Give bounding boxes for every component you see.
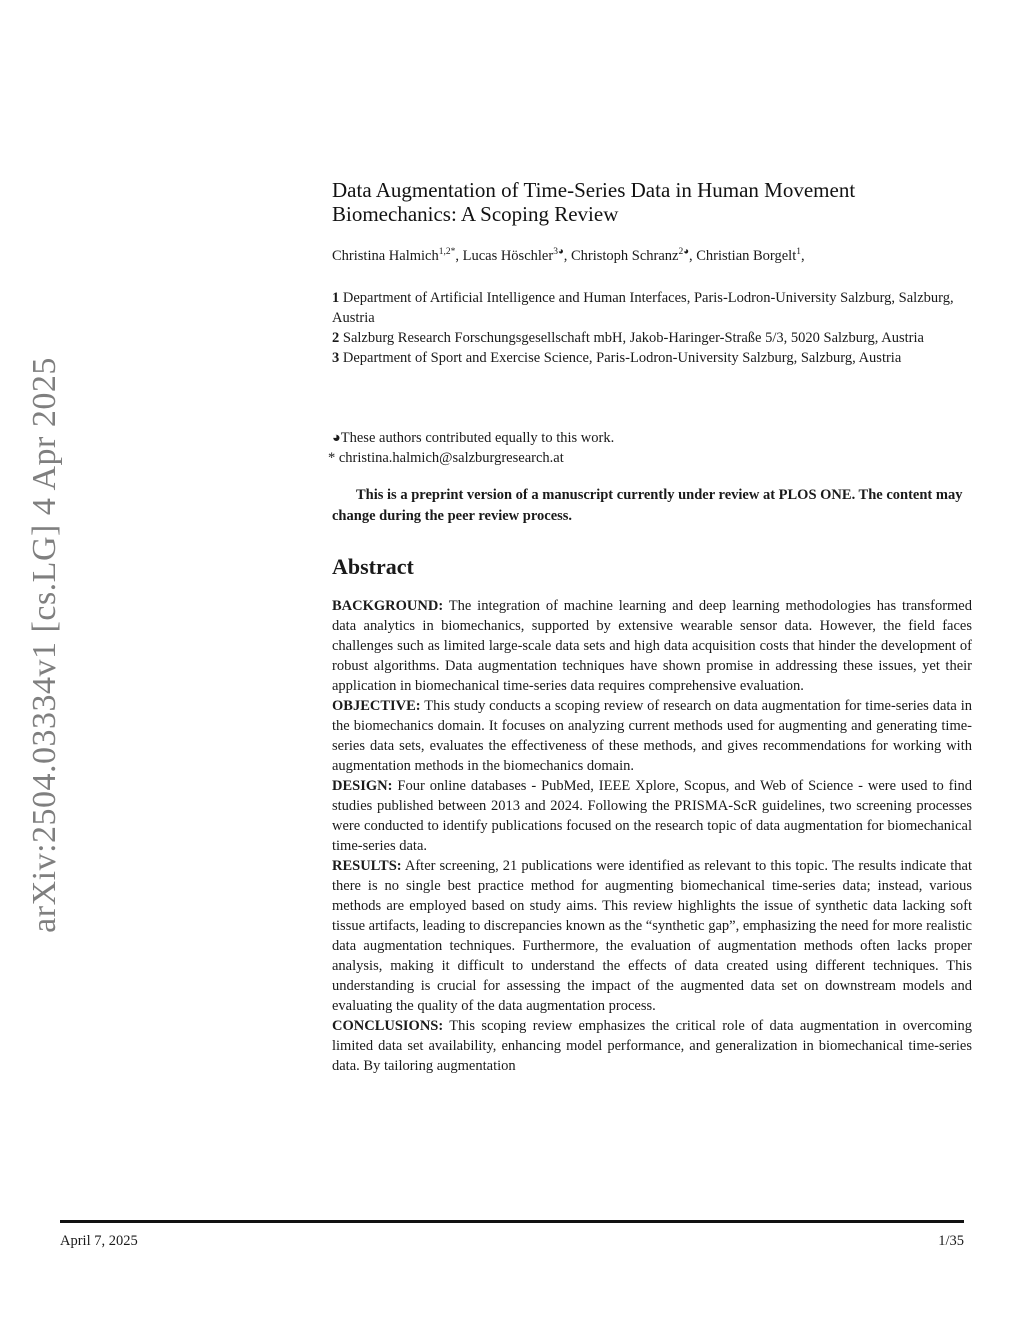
- author-affiliation-mark: 2: [678, 247, 684, 257]
- author-name: Christian Borgelt: [696, 248, 797, 264]
- corresponding-mark: *: [328, 450, 336, 466]
- author-name: Christoph Schranz: [570, 248, 679, 264]
- author-name: Christina Halmich: [332, 248, 439, 264]
- arxiv-identifier-stamp: arXiv:2504.03334v1 [cs.LG] 4 Apr 2025: [26, 357, 63, 933]
- author-name: Lucas Höschler: [462, 248, 554, 264]
- affiliation-item: [332, 328, 972, 348]
- title-line: Biomechanics: A Scoping Review: [332, 202, 619, 226]
- affiliation-text: Department of Artificial Intelligence and Human Interfaces, Paris-Lodron-University Salzburg, Salzburg, Austria: [332, 290, 954, 326]
- corresponding-author-note: [328, 448, 972, 468]
- author-affiliation-mark: 1,2*: [438, 247, 456, 257]
- footer-date: April 7, 2025: [60, 1233, 138, 1249]
- abstract-section-label: DESIGN:: [332, 778, 393, 794]
- abstract-section-text: This scoping review emphasizes the critical role of data augmentation in overcoming limited data set availability, enhancing model performance, and generalization in biomechanical time-series data. By tailoring augmentation: [332, 1018, 972, 1074]
- affiliations: [332, 288, 972, 368]
- equal-contribution-note: [332, 428, 972, 448]
- abstract-section-label: OBJECTIVE:: [332, 698, 421, 714]
- abstract-section-label: BACKGROUND:: [332, 598, 444, 614]
- page-number: 1/35: [938, 1233, 964, 1249]
- abstract-paragraph: [332, 596, 972, 696]
- author-affiliation-mark: 3: [553, 247, 558, 257]
- affiliation-text: Department of Sport and Exercise Science, Paris-Lodron-University Salzburg, Salzburg, Austria: [342, 350, 902, 366]
- title-line: Data Augmentation of Time-Series Data in Human Movement: [332, 178, 856, 202]
- abstract-paragraph: [332, 696, 972, 776]
- affiliation-text: Salzburg Research Forschungsgesellschaft mbH, Jakob-Haringer-Straße 5/3, 5020 Salzburg, Austria: [342, 330, 924, 346]
- equal-contribution-icon: ◕: [332, 430, 341, 446]
- author-notes: [328, 428, 972, 468]
- equal-contribution-text: These authors contributed equally to this work.: [340, 430, 615, 446]
- abstract-paragraph: [332, 1016, 972, 1076]
- author-list: Christina Halmich$^{1,2*}$, Lucas Höschler$^{3◕}$, Christoph Schranz$^{2◕}$, Christian Borgelt$^1$,: [332, 247, 805, 264]
- corresponding-email: christina.halmich@salzburgresearch.at: [338, 450, 564, 466]
- abstract-section-text: The integration of machine learning and deep learning methodologies has transformed data analytics in biomechanics, supported by extensive wearable sensor data. However, the field faces challenges such as limited large-scale data sets and high data acquisition costs that hinder the development of robust algorithms. Data augmentation techniques have shown promise in addressing these issues, yet their application in biomechanical time-series data requires comprehensive evaluation.: [332, 598, 972, 694]
- abstract-heading: Abstract: [332, 554, 414, 579]
- affiliation-item: [332, 348, 972, 368]
- affiliation-number: 2: [332, 330, 340, 346]
- preprint-notice: This is a preprint version of a manuscript currently under review at PLOS ONE. The content may change during the peer review process.: [332, 487, 963, 524]
- abstract-paragraph: [332, 776, 972, 856]
- equal-contribution-icon: ◕: [683, 247, 689, 257]
- abstract-section-text: After screening, 21 publications were identified as relevant to this topic. The results indicate that there is no single best practice method for augmenting biomechanical time-series data; instead, various methods are employed based on study aims. This review highlights the issue of synthetic data lacking soft tissue artifacts, leading to discrepancies known as the “synthetic gap”, emphasizing the need for more realistic data augmentation techniques. Furthermore, the evaluation of augmentation methods often lacks proper analysis, making it difficult to understand the effects of data created using different techniques. This understanding is crucial for assessing the impact of the augmented data set on downstream models and evaluating the quality of the data augmentation process.: [332, 858, 972, 1014]
- footer-rule: [60, 1220, 964, 1223]
- author-affiliation-mark: 1: [796, 247, 801, 257]
- abstract-section-text: Four online databases - PubMed, IEEE Xplore, Scopus, and Web of Science - were used to find studies published between 2013 and 2024. Following the PRISMA-ScR guidelines, two screening processes were conducted to identify publications focused on the research topic of data augmentation for biomechanical time-series data.: [332, 778, 973, 854]
- paper-title: [332, 178, 972, 226]
- abstract-section-text: This study conducts a scoping review of research on data augmentation for time-series data in the biomechanics domain. It focuses on analyzing current methods used for augmenting and generating time-series data sets, evaluates the effectiveness of these methods, and gives recommendations for working with augmentation methods in the biomechanics domain.: [332, 698, 972, 774]
- affiliation-item: [332, 288, 972, 328]
- abstract-paragraph: [332, 856, 972, 1016]
- abstract-body: [332, 596, 972, 1076]
- affiliation-number: 1: [332, 290, 340, 306]
- affiliation-number: 3: [332, 350, 340, 366]
- abstract-section-label: CONCLUSIONS:: [332, 1018, 444, 1034]
- equal-contribution-icon: ◕: [557, 247, 564, 257]
- abstract-section-label: RESULTS:: [332, 858, 402, 874]
